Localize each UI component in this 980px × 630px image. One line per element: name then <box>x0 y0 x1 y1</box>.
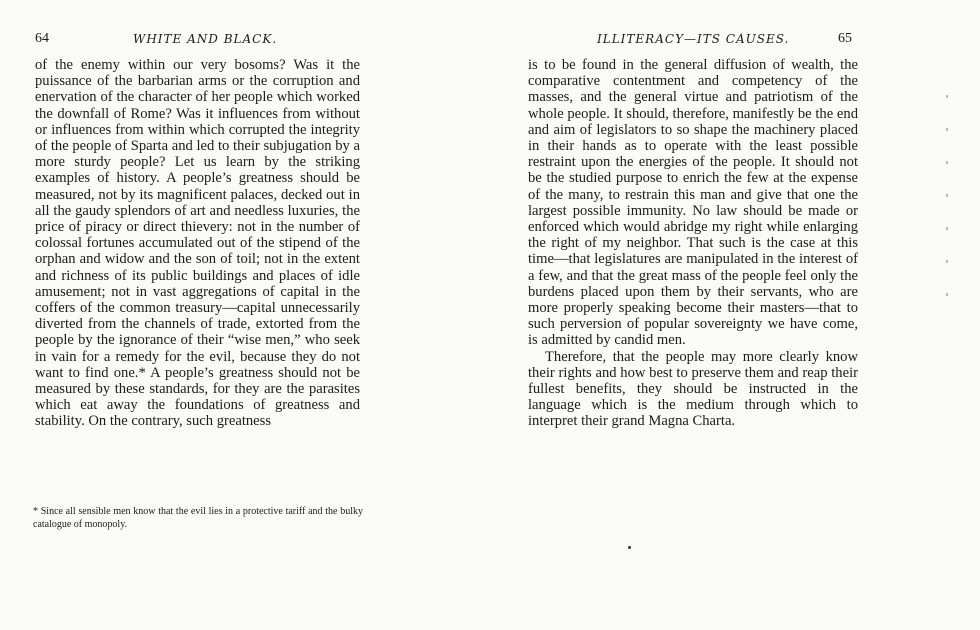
right-running-head: ILLITERACY—ITS CAUSES. <box>597 32 790 46</box>
left-paragraph-1: of the enemy within our very bosoms? Was it the puissance of the barbarian arms or the corruption and enervation of the character of her people which worked the downfall of Rome? Was it influences from without or influences from within which corrupted the integrity of the people of Sparta and led to their subjugation by a more sturdy people? Let us learn by the striking examples of history. A people’s greatness should be measured, not by its magnificent palaces, decked out in all the gaudy splendors of art and needless luxuries, the price of piracy or direct thievery: not in the number of colossal fortunes accumulated out of the stipend of the orphan and widow and the son of toil; not in the extent and richness of its public buildings and places of idle amusement; not in vast aggregations of capital in the coffers of the common treasury—capital unnecessarily diverted from the channels of trade, extorted from the people by the ignorance of their “wise men,” who seek in vain for a remedy for the evil, because they do not want to find one.* A people’s greatness should not be measured by these standards, for they are the parasites which eat away the foundations of greatness and stability. On the contrary, such greatness <box>35 57 360 430</box>
right-page-number: 65 <box>838 31 852 46</box>
right-page-text <box>528 57 858 430</box>
left-page-text <box>35 57 360 430</box>
left-page-number: 64 <box>35 31 49 46</box>
stray-ink-dot <box>628 546 631 549</box>
page-edge-marks <box>944 95 950 326</box>
right-paragraph-2: Therefore, that the people may more clearly know their rights and how best to preserve them and reap their fullest benefits, they should be instructed in the language which is the medium through which to interpret their grand Magna Charta. <box>528 348 858 430</box>
right-page <box>490 0 980 630</box>
left-running-head: WHITE AND BLACK. <box>133 32 278 46</box>
left-footnote: * Since all sensible men know that the evil lies in a protective tariff and the bulky catalogue of monopoly. <box>33 506 363 530</box>
right-paragraph-1: is to be found in the general diffusion of wealth, the comparative contentment and competency of the masses, and the general virtue and patriotism of the whole people. It should, therefore, manifestly be the end and aim of legislators to so shape the machinery placed in their hands as to operate with the least possible restraint upon the energies of the people. It should not be the studied purpose to enrich the few at the expense of the many, to restrain this man and give that one the largest possible immunity. No law should be made or enforced which would abridge my right while enlarging the right of my neighbor. That such is the case at this time—that legislatures are manipulated in the interest of a few, and that the great mass of the people feel only the burdens placed upon them by their servants, who are more properly speaking become their masters—that to such perversion of popular sovereignty we have come, is admitted by candid men. <box>528 57 858 349</box>
